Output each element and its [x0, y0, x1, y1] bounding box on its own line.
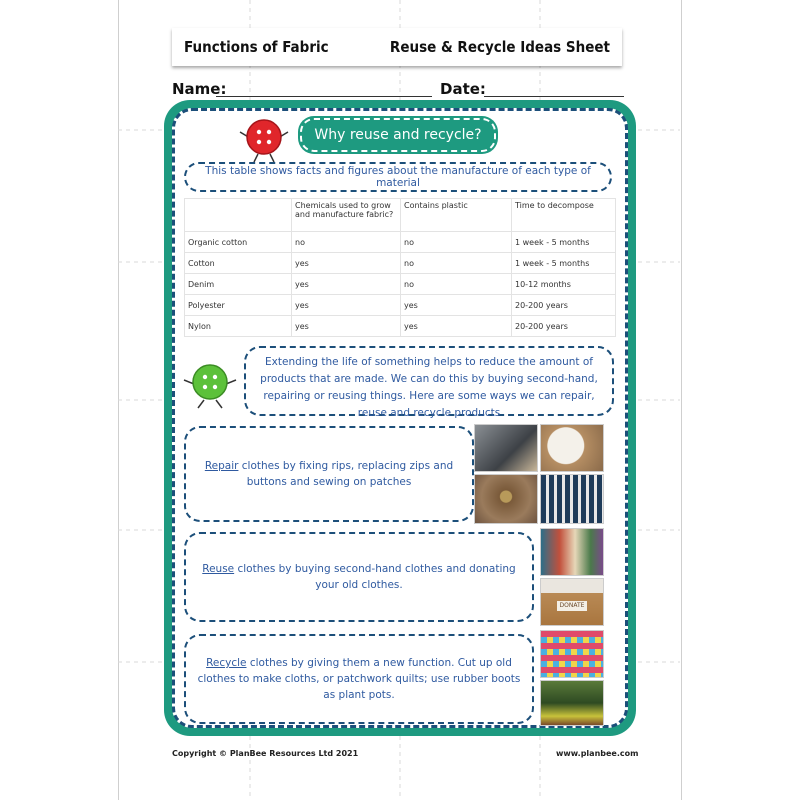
header-left-title: Functions of Fabric [184, 38, 329, 56]
footer-copyright: Copyright © PlanBee Resources Ltd 2021 [172, 749, 359, 758]
table-row [185, 232, 616, 253]
donate-label: DONATE [557, 601, 587, 611]
extend-life-text: Extending the life of something helps to reduce the amount of products that are made. We can do this by buying second-hand, repairing or reusing things. Here are some ways we can repair, reuse and recycle products [244, 346, 614, 416]
table-cell: Organic cotton [185, 232, 292, 253]
table-row [185, 274, 616, 295]
button-sewing-photo [474, 474, 538, 524]
intro-text: This table shows facts and figures about the manufacture of each type of material [184, 162, 612, 192]
table-cell: Cotton [185, 253, 292, 274]
boot-planters-photo [540, 680, 604, 726]
green-button-character-icon [180, 358, 240, 410]
table-row [185, 316, 616, 337]
table-header-row [185, 199, 616, 232]
name-field[interactable] [216, 96, 432, 97]
shirt-repair-photo [540, 474, 604, 524]
recycle-keyword: Recycle [206, 657, 247, 669]
table-cell: yes [401, 316, 512, 337]
table-header-cell: Chemicals used to grow and manufacture fabric? [292, 199, 401, 232]
table-header-cell: Time to decompose [512, 199, 616, 232]
header-right-title: Reuse & Recycle Ideas Sheet [389, 38, 610, 56]
recycle-box [184, 634, 534, 724]
table-cell: Polyester [185, 295, 292, 316]
sewing-machine-photo [474, 424, 538, 472]
reuse-text: clothes by buying second-hand clothes and donating your old clothes. [234, 563, 516, 591]
table-cell: no [292, 232, 401, 253]
red-button-character-icon [234, 112, 294, 164]
table-cell: 20-200 years [512, 295, 616, 316]
table-cell: yes [292, 274, 401, 295]
header-bar [172, 28, 622, 66]
table-cell: yes [292, 253, 401, 274]
section-title: Why reuse and recycle? [300, 118, 496, 152]
reuse-keyword: Reuse [202, 563, 235, 575]
recycle-text: clothes by giving them a new function. Cut up old clothes to make cloths, or patchwork quilts; use rubber boots as plant pots. [197, 657, 521, 701]
table-cell: yes [292, 316, 401, 337]
table-cell: 10-12 months [512, 274, 616, 295]
patchwork-quilt-photo [540, 630, 604, 678]
date-field[interactable] [484, 96, 624, 97]
table-cell: 20-200 years [512, 316, 616, 337]
table-header-cell [185, 199, 292, 232]
date-label: Date: [440, 80, 486, 98]
donate-box-photo [540, 578, 604, 626]
table-header-cell: Contains plastic [401, 199, 512, 232]
table-cell: no [401, 232, 512, 253]
table-cell: Denim [185, 274, 292, 295]
table-cell: 1 week - 5 months [512, 232, 616, 253]
repair-box [184, 426, 474, 522]
repair-keyword: Repair [204, 460, 239, 472]
reuse-box [184, 532, 534, 622]
table-row [185, 253, 616, 274]
table-cell: Nylon [185, 316, 292, 337]
name-date-line [172, 80, 628, 100]
denim-patch-photo [540, 424, 604, 472]
table-cell: no [401, 274, 512, 295]
table-cell: yes [292, 295, 401, 316]
fabric-facts-table [184, 198, 616, 337]
table-cell: no [401, 253, 512, 274]
footer-website[interactable]: www.planbee.com [556, 749, 639, 758]
table-cell: yes [401, 295, 512, 316]
name-label: Name: [172, 80, 227, 98]
table-row [185, 295, 616, 316]
repair-text: clothes by fixing rips, replacing zips and buttons and sewing on patches [238, 460, 454, 488]
second-hand-shop-photo [540, 528, 604, 576]
table-cell: 1 week - 5 months [512, 253, 616, 274]
